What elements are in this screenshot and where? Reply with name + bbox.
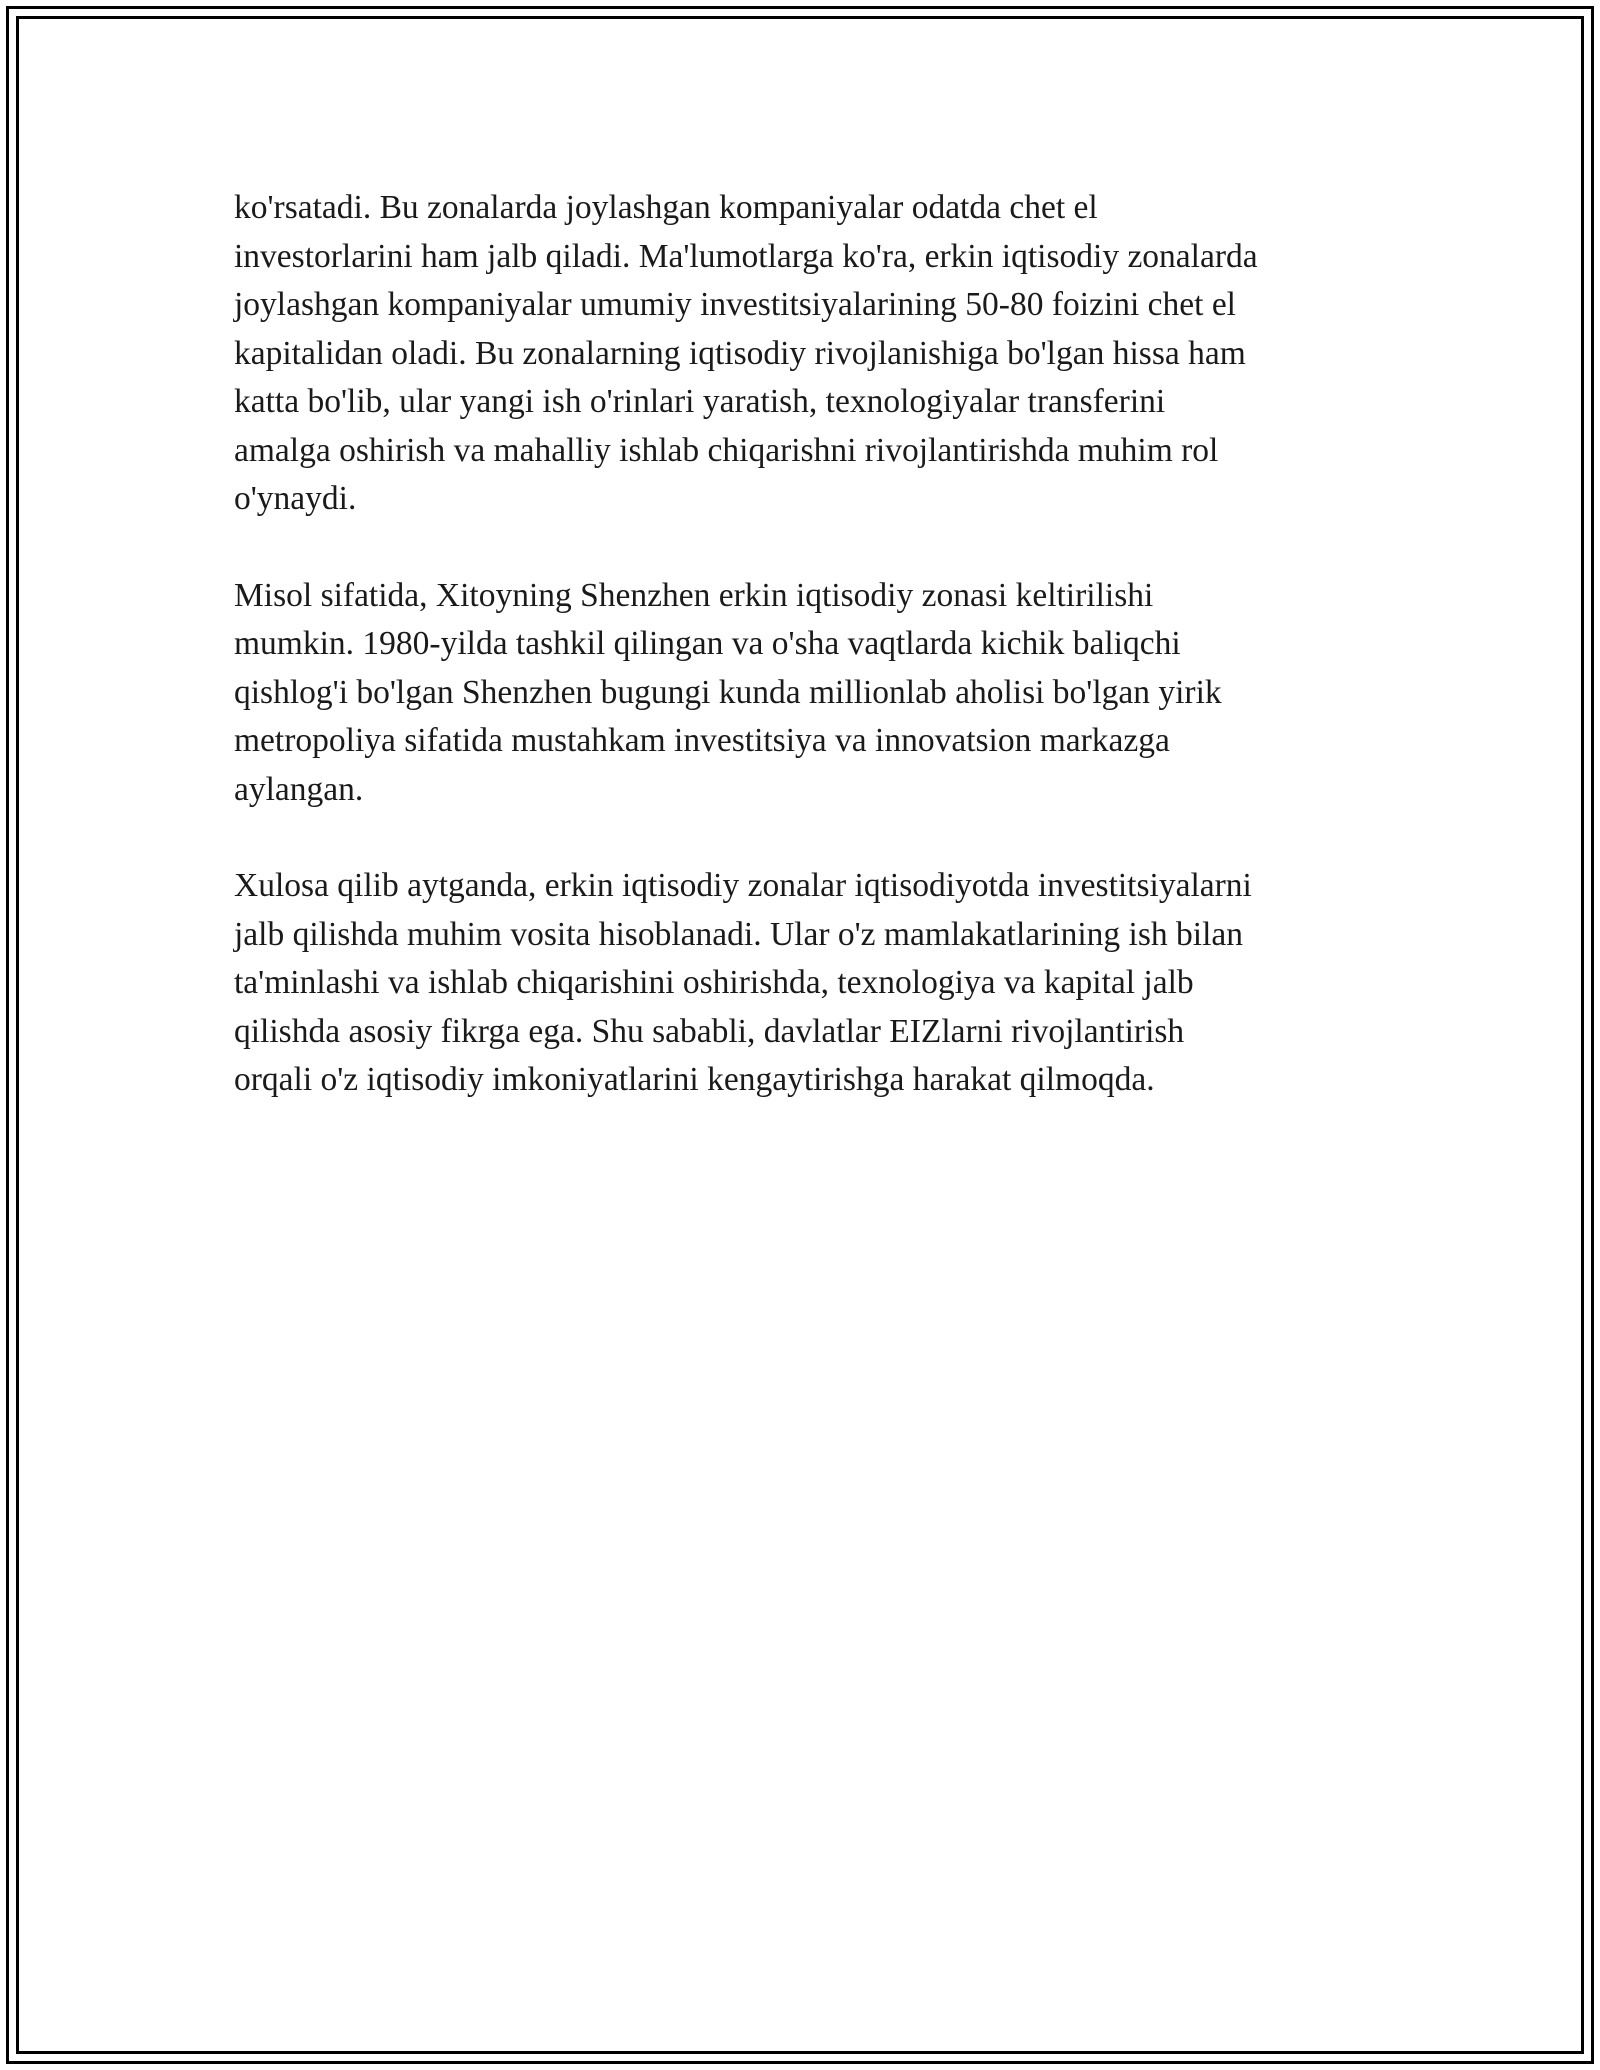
paragraph-investors: ko'rsatadi. Bu zonalarda joylashgan kompaniyalar odatda chet el investorlarini ham jalb qiladi. Ma'lumotlarga ko'ra, erkin iqtisodiy zonalarda joylashgan kompaniyalar umumiy investitsiyalarining 50-80 foizini chet el kapitalidan oladi. Bu zonalarning iqtisodiy rivojlanishiga bo'lgan hissa ham katta bo'lib, ular yangi ish o'rinlari yaratish, texnologiyalar transferini amalga oshirish va mahalliy ishlab chiqarishni rivojlantirishda muhim rol o'ynaydi. — [234, 189, 1258, 517]
document-body — [234, 184, 1374, 1153]
paragraph-shenzhen-example: Misol sifatida, Xitoyning Shenzhen erkin iqtisodiy zonasi keltirilishi mumkin. 1980-yilda tashkil qilingan va o'sha vaqtlarda kichik baliqchi qishlog'i bo'lgan Shenzhen bugungi kunda millionlab aholisi bo'lgan yirik metropoliya sifatida mustahkam investitsiya va innovatsion markazga aylangan. — [234, 576, 1222, 808]
paragraph-conclusion: Xulosa qilib aytganda, erkin iqtisodiy zonalar iqtisodiyotda investitsiyalarni jalb qilishda muhim vosita hisoblanadi. Ular o'z mamlakatlarining ish bilan ta'minlashi va ishlab chiqarishini oshirishda, texnologiya va kapital jalb qilishda asosiy fikrga ega. Shu sababli, davlatlar EIZlarni rivojlantirish orqali o'z iqtisodiy imkoniyatlarini kengaytirishga harakat qilmoqda. — [234, 867, 1252, 1098]
